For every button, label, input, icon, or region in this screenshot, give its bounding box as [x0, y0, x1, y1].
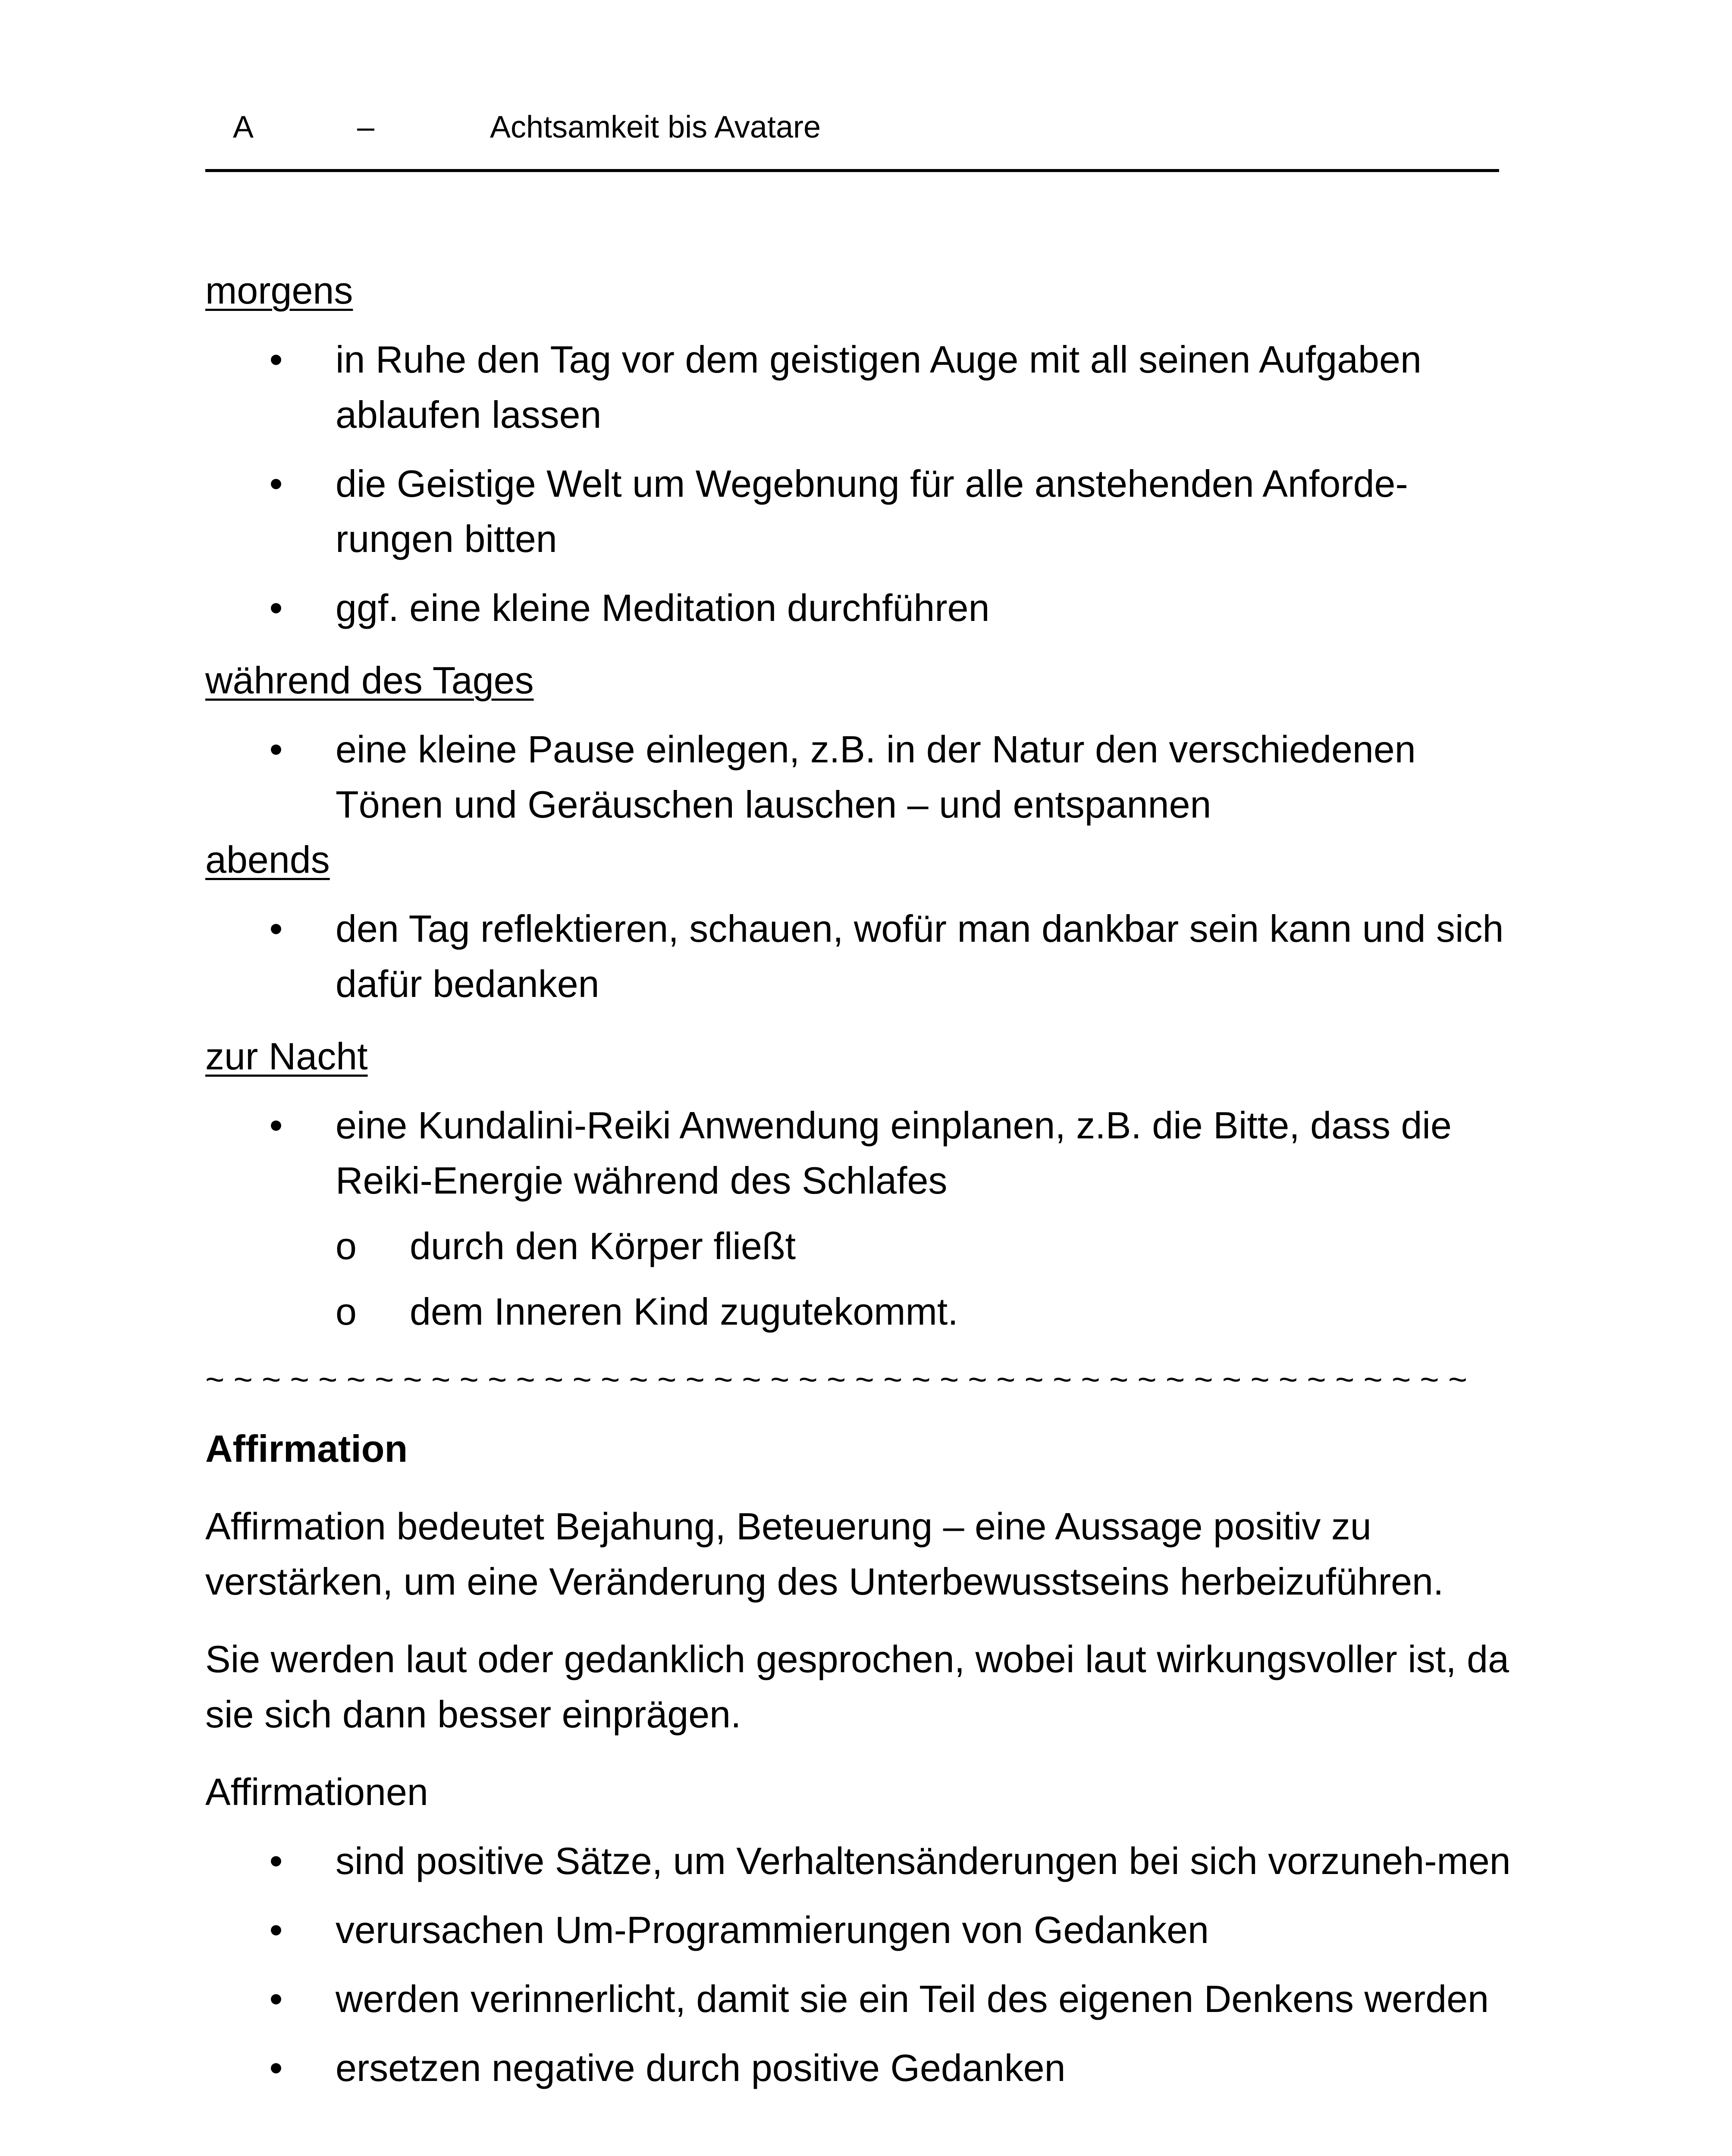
list-item-text: verursachen Um-Programmierungen von Gedanken: [336, 1908, 1209, 1951]
list-item: [205, 332, 1525, 442]
running-head-title: Achtsamkeit bis Avatare: [490, 110, 821, 144]
list-item: [205, 456, 1525, 567]
list-item-text: den Tag reflektieren, schauen, wofür man dankbar sein kann und sich dafür bedanken: [336, 907, 1504, 1005]
sub-list-item-text: dem Inneren Kind zugutekommt.: [410, 1290, 958, 1333]
page-content: [205, 263, 1525, 2096]
bullet-list-nacht: [205, 1098, 1525, 1339]
list-item: [205, 580, 1525, 636]
bullet-icon: •: [269, 1908, 283, 1951]
list-item-text: eine Kundalini-Reiki Anwendung einplanen, z.B. die Bitte, dass die Reiki-Energie während des Schlafes: [336, 1104, 1452, 1202]
bullet-list-affirmationen: [205, 1833, 1525, 2096]
list-item-text: eine kleine Pause einlegen, z.B. in der Natur den verschiedenen Tönen und Geräuschen lauschen – und entspannen: [336, 728, 1416, 826]
bullet-icon: •: [269, 338, 283, 381]
section-label-morgens: morgens: [205, 269, 353, 312]
section-heading-affirmation: Affirmation: [205, 1427, 408, 1470]
bullet-list-abends: [205, 901, 1525, 1012]
list-item: [205, 1098, 1525, 1339]
bullet-list-morgens: [205, 332, 1525, 636]
list-item: [205, 901, 1525, 1012]
bullet-list-tages: [205, 722, 1525, 832]
circle-bullet-icon: o: [336, 1290, 357, 1333]
section-label-nacht: zur Nacht: [205, 1035, 368, 1078]
list-item-text: ggf. eine kleine Meditation durchführen: [336, 586, 990, 629]
bullet-icon: •: [269, 907, 283, 950]
header-rule: [205, 169, 1499, 172]
list-item: [205, 2040, 1525, 2096]
list-item: [205, 1833, 1525, 1889]
paragraph: Affirmation bedeutet Bejahung, Beteuerung – eine Aussage positiv zu verstärken, um eine Veränderung des Unterbewusstseins herbeizuführen.: [205, 1505, 1444, 1603]
list-intro: Affirmationen: [205, 1771, 428, 1813]
bullet-icon: •: [269, 2046, 283, 2089]
list-item-text: werden verinnerlicht, damit sie ein Teil des eigenen Denkens werden: [336, 1977, 1489, 2020]
list-item-text: die Geistige Welt um Wegebnung für alle anstehenden Anforde-rungen bitten: [336, 462, 1408, 560]
list-item: [205, 1902, 1525, 1958]
section-label-abends: abends: [205, 838, 330, 881]
bullet-icon: •: [269, 1104, 283, 1147]
list-item: [205, 1971, 1525, 2027]
list-item: [205, 722, 1525, 832]
section-label-tages: während des Tages: [205, 659, 534, 702]
tilde-divider: ~ ~ ~ ~ ~ ~ ~ ~ ~ ~ ~ ~ ~ ~ ~ ~ ~ ~ ~ ~ ~ ~ ~ ~ ~ ~ ~ ~ ~ ~ ~ ~ ~ ~ ~ ~ ~ ~ ~ ~ ~ ~ ~ ~ ~: [205, 1361, 1468, 1398]
list-item-text: sind positive Sätze, um Verhaltensänderungen bei sich vorzuneh-men: [336, 1839, 1511, 1882]
circle-bullet-icon: o: [336, 1225, 357, 1267]
sub-bullet-list: [336, 1219, 1525, 1339]
sub-list-item-text: durch den Körper fließt: [410, 1225, 796, 1267]
sub-list-item: [336, 1219, 1525, 1274]
bullet-icon: •: [269, 586, 283, 629]
bullet-icon: •: [269, 462, 283, 505]
paragraph: Sie werden laut oder gedanklich gesprochen, wobei laut wirkungsvoller ist, da sie sich dann besser einprägen.: [205, 1638, 1509, 1736]
bullet-icon: •: [269, 1977, 283, 2020]
running-head-dash: –: [357, 110, 375, 144]
sub-list-item: [336, 1284, 1525, 1339]
bullet-icon: •: [269, 728, 283, 771]
list-item-text: ersetzen negative durch positive Gedanken: [336, 2046, 1066, 2089]
running-head-letter: A: [233, 110, 254, 144]
list-item-text: in Ruhe den Tag vor dem geistigen Auge mit all seinen Aufgaben ablaufen lassen: [336, 338, 1421, 436]
bullet-icon: •: [269, 1839, 283, 1882]
running-head: [205, 106, 1499, 175]
